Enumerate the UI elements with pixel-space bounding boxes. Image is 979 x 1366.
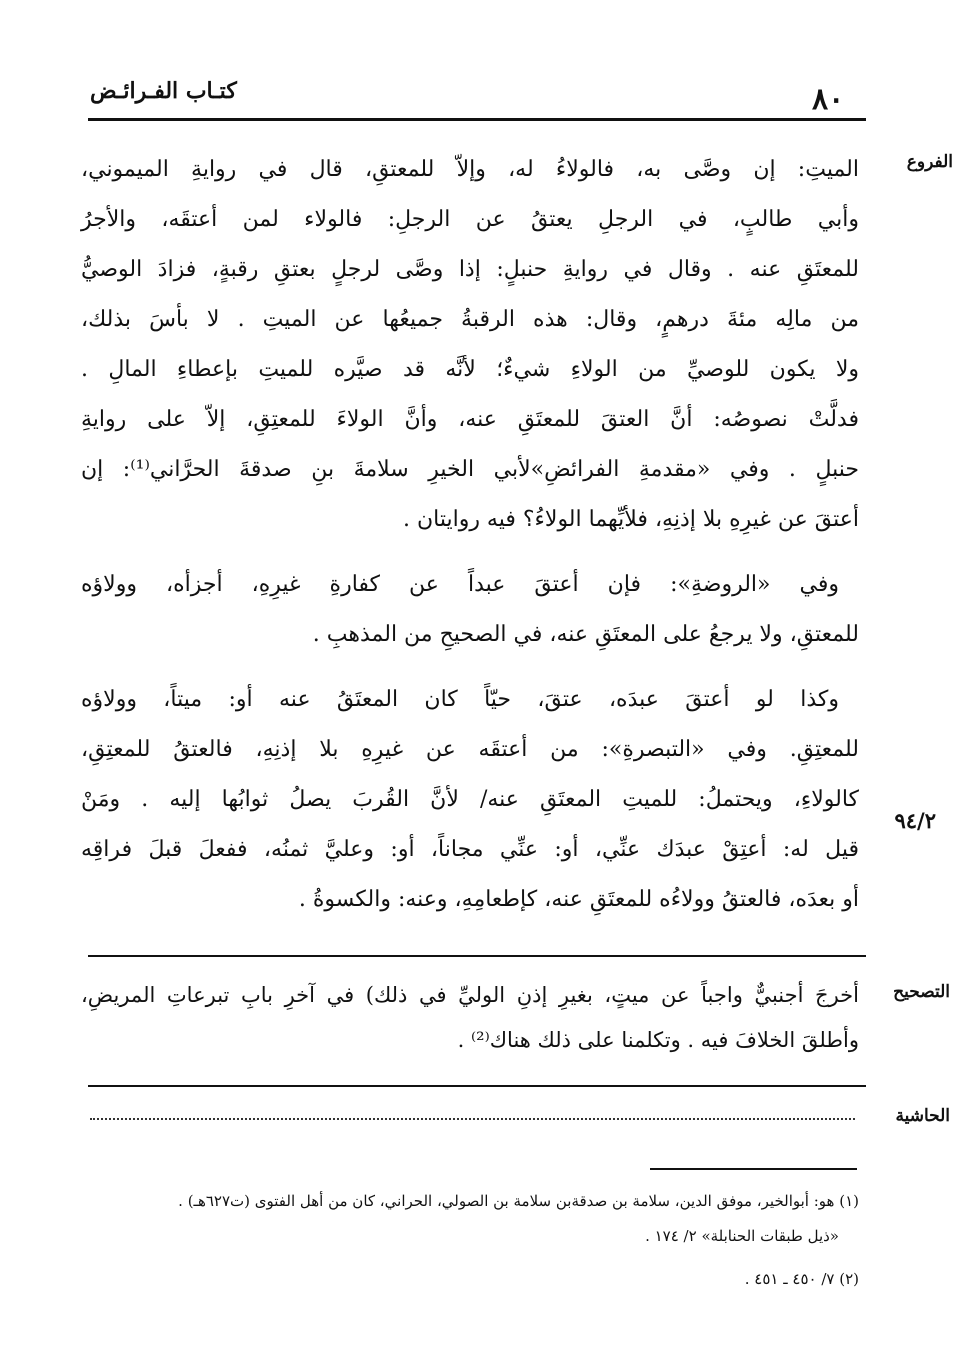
text-line: الميتِ: إن وصَّى به، فالولاءُ له، وإلاّ للمعتقِ، قال في روايةِ الميموني، bbox=[81, 157, 859, 182]
text-line: من مالِه مئةَ درهمٍ، وقال: هذه الرقبةُ جميعُها عن الميتِ . لا بأسَ بذلك، bbox=[81, 307, 859, 332]
text-line: وفي «الروضةِ»: فإن أعتقَ عبداً عن كفارةِ غيرِهِ، أجزأه، وولاؤه bbox=[81, 572, 839, 597]
footnote-line: «ذيل طبقات الحنابلة» ٢/ ١٧٤ . bbox=[645, 1227, 839, 1245]
text-line: وكذا لو أعتقَ عبدَه، عتقَ، حيّاً كان المعتَقُ عنه أو: ميتاً، وولاؤه bbox=[81, 687, 839, 712]
section-divider bbox=[88, 955, 866, 957]
text-line: وأبي طالبٍ، في الرجلِ يعتقُ عن الرجلِ: فالولاء لمن أعتقَه، والأجرُ bbox=[81, 207, 859, 232]
side-label-furu: الفروع bbox=[906, 152, 953, 172]
text-line: أخرجَ أجنبيٌّ واجباً عن ميتٍ، بغيرِ إذنِ الوليِّ في ذلك) في آخرِ بابِ تبرعاتِ المريضِ، bbox=[81, 983, 859, 1007]
text-line: كالولاءِ، ويحتملُ: للميتِ المعتَقِ عنه/ لأنَّ القُربَ يصلُ ثوابُها إليه . ومَنْ bbox=[81, 787, 859, 812]
margin-reference: ٩٤/٢ bbox=[894, 808, 936, 833]
dotted-leader bbox=[90, 1118, 855, 1120]
text-line: قيل له: أعتِقْ عبدَك عنِّي، أو: عنِّي مجاناً، أو: وعليَّ ثمنُه، ففعلَ قبلَ فراقِه bbox=[81, 837, 859, 862]
text-line: أعتقَ عن غيرِهِ بلا إذنِهِ، فلأيِّهما الولاءُ؟ فيه روايتان . bbox=[402, 507, 859, 532]
book-title: كتـاب الفـرائـض bbox=[90, 78, 237, 104]
text-line: فدلَّتْ نصوصُه: أنَّ العتقَ للمعتَقِ عنه، وأنَّ الولاءَ للمعتِقِ، إلاّ على روايةِ bbox=[81, 407, 860, 432]
text-line: للمعتَقِ عنه . وقال في روايةِ حنبلٍ: إذا وصَّى لرجلٍ بعتقِ رقبةٍ، فزادَ الوصيُّ bbox=[81, 257, 859, 282]
side-label-tashih: التصحيح bbox=[893, 982, 950, 1002]
text-line: ولا يكون للوصيِّ من الولاءِ شيءٌ؛ لأنَّه قد صيَّره للميتِ بإعطاءِ المالِ . bbox=[81, 357, 859, 382]
text-line: أو بعدَه، فالعتقُ وولاءُه للمعتَقِ عنه، كإطعامِهِ، وعنه: والكسوةُ . bbox=[298, 887, 859, 912]
footnote-line: (١) هو: أبوالخير، موفق الدين، سلامة بن صدقةبن سلامة بن الصولي، الحراني، كان من أهل الفتوى (ت٦٢٧هـ) . bbox=[178, 1192, 859, 1210]
side-label-hashiya: الحاشية bbox=[895, 1106, 950, 1126]
header-rule bbox=[88, 118, 866, 121]
text-line: للمعتقِ، ولا يرجعُ على المعتَقِ عنه، في الصحيحِ من المذهبِ . bbox=[312, 622, 859, 647]
footnote-rule bbox=[650, 1168, 857, 1170]
section-divider bbox=[88, 1085, 866, 1087]
page-number: ٨٠ bbox=[812, 82, 845, 117]
text-line: للمعتِقِ. وفي «التبصرةِ»: من أعتقَه عن غيرِهِ بلا إذنِهِ، فالعتقُ للمعتِقِ، bbox=[81, 737, 859, 762]
text-line: حنبلٍ . وفي «مقدمةِ الفرائضِ»لأبي الخيرِ سلامةَ بنِ صدقةَ الحرَّاني⁽¹⁾: إن bbox=[81, 457, 859, 482]
footnote-line: (٢) ٧/ ٤٥٠ ـ ٤٥١ . bbox=[744, 1270, 859, 1288]
text-line: وأطلقَ الخلافَ فيه . وتكلمنا على ذلك هناك⁽²⁾ . bbox=[457, 1028, 859, 1052]
